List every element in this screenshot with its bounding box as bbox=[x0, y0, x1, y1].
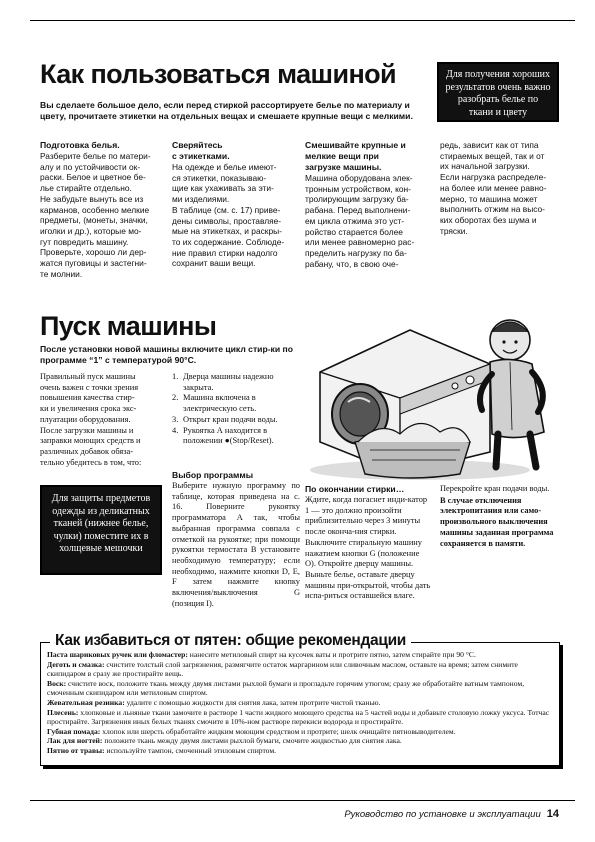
column-heading: Подготовка белья. bbox=[40, 140, 120, 150]
page-number: 14 bbox=[546, 808, 559, 820]
sorting-tip-box: Для получения хороших результатов очень важно разобрать белье по ткани и цвету bbox=[437, 62, 559, 122]
section-lead-usage: Вы сделаете большое дело, если перед стиркой рассортируете белье по материалу и цвету, прочитаете этикетки на отдельных вещах и смешаете крупные вещи с мелкими. bbox=[40, 100, 413, 121]
mixed-load-continued-column bbox=[440, 140, 560, 236]
list-item: Лак для ногтей: положите ткань между двумя листами рыхлой бумаги, смочите жидкостью для снятия лака. bbox=[47, 736, 402, 746]
laundry-preparation-column bbox=[40, 140, 158, 279]
column-text: Машина оборудована элек- тронным устройством, кон- тролирующим загрузку ба- рабана. Перед выполнени- ем цикла отжима это уст- ройство старается более или менее равномерно рас- пределить нагрузку по ба- рабану, что, в свою оче- bbox=[305, 173, 415, 269]
column-text: Разберите белье по матери- алу и по устойчивости ок- раски. Белое и цветное бе- лье стирайте отдельно. Не забудьте вынуть все из карманов, особенно мелкие предметы, (монеты, значки, иголки и др.), которые мо- гут повредить машину. Проверьте, хорошо ли дер- жатся пуговицы и застегни- те молнии. bbox=[40, 151, 151, 279]
list-item: 2. Машина включена в электрическую сеть. bbox=[172, 393, 257, 414]
manual-title: Руководство по установке и эксплуатации bbox=[344, 809, 541, 820]
list-item: 3. Открыт кран подачи воды. bbox=[172, 414, 278, 424]
page-footer bbox=[344, 808, 559, 820]
column-text: Ждите, когда погаснет инди-катор 1 — это должно произойти приблизительно через 3 минуты после оконча-ния стирки. Выключите стиральную машину нажатием кнопки G (положение O). Откройте дверцу машины. Выньте белье, оставьте дверцу машины при-открытой, чтобы дать испа-риться оставшейся влаге. bbox=[305, 495, 431, 601]
list-item: Паста шариковых ручек или фломастер: нанесите метиловый спирт на кусочек ваты и протрите пятно, затем стирайте при 90 °С. bbox=[47, 650, 476, 659]
stain-removal-box bbox=[40, 642, 560, 766]
delicates-tip-box: Для защиты предметов одежды из деликатных тканей (нижнее белье, чулки) поместите их в холщевые мешочки bbox=[40, 485, 162, 575]
section-title-start: Пуск машины bbox=[40, 311, 217, 341]
column-heading: Сверяйтесь с этикетками. bbox=[172, 140, 230, 161]
column-heading: Выбор программы bbox=[172, 470, 254, 480]
list-item: 4. Рукоятка А находится в положении ●(Stop/Reset). bbox=[172, 425, 274, 446]
man-with-washing-machine-illustration bbox=[300, 302, 565, 482]
list-item: Плесень: хлопковые и льняные ткани замочите в растворе 1 части жидкого моющего средства на 5 частей воды и добавьте столовую ложку уксуса. Тотчас простирайте. Загрязнения иных белых тканях смочите в 10%-ном растворе перекиси водорода и простирайте. bbox=[47, 707, 550, 727]
list-item: Деготь и смазка: счистите толстый слой загрязнения, размягчите остаток маргарином или сливочным маслом, оставьте на время; затем снимите скипидаром в сразу же простирайте вещь. bbox=[47, 659, 518, 679]
stain-removal-title: Как избавиться от пятен: общие рекомендации bbox=[50, 632, 411, 650]
column-heading: По окончании стирки… bbox=[305, 484, 405, 494]
column-text: На одежде и белье имеют- ся этикетки, показываю- щие как ухаживать за эти- ми изделиями. В таблице (см. с. 17) приве- дены символы, проставляе- мые на этикетках, и раскры- то их содержание. Соблюде- ние правил стирки надолго сохранит ваши вещи. bbox=[172, 162, 285, 269]
column-text: Выберите нужную программу по таблице, которая приведена на с. 16. Поверните рукоятку программатора А так, чтобы выбранная программа совпала с отметкой на рукоятке; при помощи рукоятки термостата В установите необходимую температуру; если необходимо, нажмите кнопки D, E, F затем нажмите кнопку включения/выключения G (позиция I). bbox=[172, 481, 300, 608]
list-item: Воск: счистите воск, положите ткань между двумя листами рыхлой бумаги и прогладьте горячим утюгом; сразу же обработайте ватным тампоном, смоченным скипидаром или метиловым спиртом. bbox=[47, 678, 525, 698]
top-rule bbox=[30, 20, 575, 21]
section-lead-start: После установки новой машины включите цикл стир-ки по программе “1” с температурой 90°С. bbox=[40, 344, 293, 365]
bottom-rule bbox=[30, 800, 575, 801]
start-intro-text: Правильный пуск машины очень важен с точки зрения повышения качества стир- ки и увеличения срока экс- плуатации оборудования. После загрузки машины и заправки моющих средств и различных добавок обяза- тельно убедитесь в том, что: bbox=[40, 372, 142, 467]
column-text: Перекройте кран подачи воды. bbox=[440, 484, 550, 493]
column-text: редь, зависит как от типа стираемых вещей, так и от их начальной загрузки. Если нагрузка распределе- на более или менее равно- мерно, то машина может выполнить отжим на высо- ких оборотах без шума и тряски. bbox=[440, 140, 547, 236]
end-of-wash-column bbox=[305, 484, 431, 602]
start-checklist bbox=[172, 372, 302, 447]
section-title-usage: Как пользоваться машиной bbox=[40, 59, 397, 89]
mixed-load-column bbox=[305, 140, 429, 269]
water-and-memory-column bbox=[440, 484, 560, 549]
column-heading: Смешивайте крупные и мелкие вещи при загрузке машины. bbox=[305, 140, 406, 172]
list-item: Пятно от травы: используйте тампон, смоченный этиловым спиртом. bbox=[47, 745, 277, 755]
memory-warning: В случае отключения электропитания или само-произвольного выключения машины заданная программа сохраняется в памяти. bbox=[440, 495, 554, 548]
list-item: 1. Дверца машины надежно закрыта. bbox=[172, 372, 274, 392]
labels-column bbox=[172, 140, 292, 269]
list-item: Губная помада: хлопок или шерсть обработайте жидким моющим средством и протрите; шелк очищайте пятновыводителем. bbox=[47, 726, 456, 736]
program-selection-column bbox=[172, 470, 300, 609]
list-item: Жевательная резинка: удалите с помощью жидкости для снятия лака, затем протрите чистой тканью. bbox=[47, 697, 381, 707]
